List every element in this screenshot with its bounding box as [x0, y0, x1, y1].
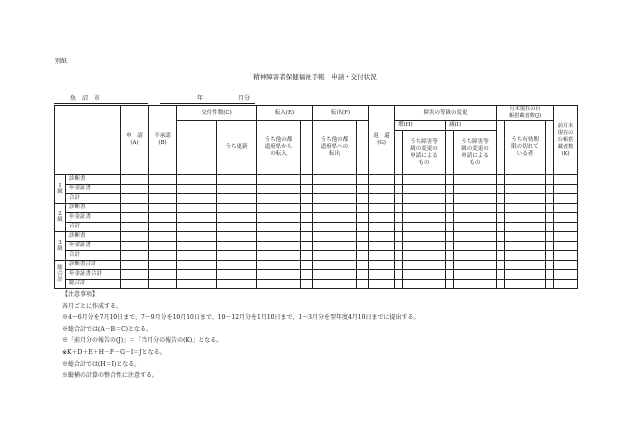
- data-cell[interactable]: [217, 270, 257, 280]
- transfer-in-spacer: [301, 121, 313, 175]
- data-cell[interactable]: [149, 279, 177, 289]
- data-cell[interactable]: [217, 175, 257, 185]
- data-cell[interactable]: [546, 232, 554, 242]
- data-cell[interactable]: [395, 194, 403, 204]
- data-cell[interactable]: [395, 232, 403, 242]
- row-item-label: 合計: [66, 251, 121, 261]
- data-cell[interactable]: [403, 184, 446, 194]
- transfer-out-spacer: [357, 121, 369, 175]
- grade-label: 1 級: [55, 175, 66, 204]
- col-transfer-in: 転入(E): [257, 106, 313, 121]
- data-cell[interactable]: [369, 260, 395, 270]
- data-cell[interactable]: [313, 222, 357, 232]
- data-cell[interactable]: [546, 213, 554, 223]
- data-cell[interactable]: [554, 241, 578, 251]
- data-cell[interactable]: [357, 241, 369, 251]
- data-cell[interactable]: [357, 232, 369, 242]
- data-cell[interactable]: [217, 194, 257, 204]
- data-cell[interactable]: [217, 232, 257, 242]
- data-cell[interactable]: [454, 241, 497, 251]
- page-title: 精神障害者保健福祉手帳 申請・交付状況: [253, 73, 377, 81]
- prefecture-underline: [54, 103, 148, 104]
- data-cell[interactable]: [505, 232, 546, 242]
- data-cell[interactable]: [301, 251, 313, 261]
- holders-spacer-left: [497, 121, 505, 175]
- data-cell[interactable]: [301, 213, 313, 223]
- data-cell[interactable]: [546, 175, 554, 185]
- data-cell[interactable]: [395, 184, 403, 194]
- data-cell[interactable]: [403, 203, 446, 213]
- data-cell[interactable]: [505, 270, 546, 280]
- data-cell[interactable]: [177, 279, 217, 289]
- data-cell[interactable]: [454, 175, 497, 185]
- date-underline: [160, 103, 255, 104]
- data-cell[interactable]: [403, 194, 446, 204]
- data-cell[interactable]: [149, 175, 177, 185]
- table-row: [55, 260, 578, 270]
- data-cell[interactable]: [357, 222, 369, 232]
- data-cell[interactable]: [446, 222, 454, 232]
- data-cell[interactable]: [357, 251, 369, 261]
- data-cell[interactable]: [403, 175, 446, 185]
- data-cell[interactable]: [357, 270, 369, 280]
- data-cell[interactable]: [497, 175, 505, 185]
- data-cell[interactable]: [454, 194, 497, 204]
- status-table: [54, 105, 578, 289]
- row-item-label: 年金証書: [66, 241, 121, 251]
- data-cell[interactable]: [497, 260, 505, 270]
- row-item-label: 診断書: [66, 203, 121, 213]
- data-cell[interactable]: [554, 184, 578, 194]
- data-cell[interactable]: [505, 203, 546, 213]
- data-cell[interactable]: [149, 194, 177, 204]
- data-cell[interactable]: [505, 241, 546, 251]
- data-cell[interactable]: [505, 279, 546, 289]
- table-body: [55, 175, 578, 289]
- data-cell[interactable]: [554, 222, 578, 232]
- data-cell[interactable]: [149, 203, 177, 213]
- data-cell[interactable]: [395, 260, 403, 270]
- data-cell[interactable]: [257, 213, 301, 223]
- data-cell[interactable]: [257, 270, 301, 280]
- data-cell[interactable]: [217, 184, 257, 194]
- data-cell[interactable]: [369, 251, 395, 261]
- data-cell[interactable]: [177, 184, 217, 194]
- data-cell[interactable]: [217, 251, 257, 261]
- data-cell[interactable]: [257, 184, 301, 194]
- data-cell[interactable]: [505, 184, 546, 194]
- data-cell[interactable]: [505, 194, 546, 204]
- data-cell[interactable]: [446, 194, 454, 204]
- data-cell[interactable]: [257, 260, 301, 270]
- data-cell[interactable]: [257, 194, 301, 204]
- data-cell[interactable]: [546, 184, 554, 194]
- col-issued-renewal: うち更新: [217, 121, 257, 175]
- data-cell[interactable]: [313, 251, 357, 261]
- data-cell[interactable]: [546, 203, 554, 213]
- data-cell[interactable]: [313, 260, 357, 270]
- issued-total-cell: [177, 121, 217, 175]
- data-cell[interactable]: [554, 270, 578, 280]
- data-cell[interactable]: [497, 184, 505, 194]
- data-cell[interactable]: [546, 251, 554, 261]
- table-row: [55, 270, 578, 280]
- data-cell[interactable]: [313, 184, 357, 194]
- data-cell[interactable]: [301, 270, 313, 280]
- row-item-label: 年金証書: [66, 184, 121, 194]
- row-item-label: 診断書: [66, 232, 121, 242]
- data-cell[interactable]: [121, 279, 149, 289]
- data-cell[interactable]: [369, 270, 395, 280]
- data-cell[interactable]: [395, 175, 403, 185]
- prefecture-name: 魚 沼 市: [70, 95, 101, 102]
- data-cell[interactable]: [505, 213, 546, 223]
- data-cell[interactable]: [497, 251, 505, 261]
- note-item: 各月ごとに作成する。: [62, 302, 123, 310]
- table-row: [55, 213, 578, 223]
- data-cell[interactable]: [217, 260, 257, 270]
- table-row: [55, 241, 578, 251]
- data-cell[interactable]: [454, 270, 497, 280]
- data-cell[interactable]: [446, 279, 454, 289]
- data-cell[interactable]: [149, 260, 177, 270]
- data-cell[interactable]: [217, 241, 257, 251]
- data-cell[interactable]: [554, 251, 578, 261]
- data-cell[interactable]: [369, 184, 395, 194]
- table-row: [55, 279, 578, 289]
- data-cell[interactable]: [395, 270, 403, 280]
- data-cell[interactable]: [301, 203, 313, 213]
- increase-spacer: [395, 131, 403, 175]
- data-cell[interactable]: [121, 184, 149, 194]
- data-cell[interactable]: [217, 279, 257, 289]
- data-cell[interactable]: [554, 203, 578, 213]
- data-cell[interactable]: [505, 251, 546, 261]
- data-cell[interactable]: [177, 175, 217, 185]
- notes-heading: 【注意事項】: [62, 291, 99, 298]
- data-cell[interactable]: [121, 175, 149, 185]
- data-cell[interactable]: [357, 279, 369, 289]
- data-cell[interactable]: [357, 203, 369, 213]
- attachment-label: 別紙: [55, 58, 68, 65]
- data-cell[interactable]: [121, 222, 149, 232]
- data-cell[interactable]: [149, 222, 177, 232]
- row-item-label: 診断書: [66, 175, 121, 185]
- data-cell[interactable]: [454, 203, 497, 213]
- col-not-approved: 不承認 (B): [149, 106, 177, 175]
- data-cell[interactable]: [403, 260, 446, 270]
- data-cell[interactable]: [257, 203, 301, 213]
- data-cell[interactable]: [301, 222, 313, 232]
- data-cell[interactable]: [301, 260, 313, 270]
- data-cell[interactable]: [497, 203, 505, 213]
- data-cell[interactable]: [395, 222, 403, 232]
- note-item: ※4～6月分を7月10日まで、7～9月分を10月10日まで、10～12月分を1月10日まで、1～3月分を翌年度4月10日までに提出する。: [62, 314, 420, 322]
- holders-spacer-right: [546, 121, 554, 175]
- col-application: 申 請 (A): [121, 106, 149, 175]
- data-cell[interactable]: [546, 222, 554, 232]
- data-cell[interactable]: [369, 203, 395, 213]
- data-cell[interactable]: [546, 270, 554, 280]
- data-cell[interactable]: [395, 203, 403, 213]
- data-cell[interactable]: [369, 241, 395, 251]
- data-cell[interactable]: [177, 222, 217, 232]
- year-label: 年: [197, 95, 204, 102]
- data-cell[interactable]: [177, 251, 217, 261]
- data-cell[interactable]: [301, 194, 313, 204]
- note-item: ※総合計では(H＝I)となる。: [62, 360, 141, 368]
- data-cell[interactable]: [446, 213, 454, 223]
- data-cell[interactable]: [369, 213, 395, 223]
- data-cell[interactable]: [313, 203, 357, 213]
- note-item: ※K＋D＋E＋H－F－G－I＝Jとなる。: [62, 348, 166, 356]
- data-cell[interactable]: [454, 260, 497, 270]
- data-cell[interactable]: [497, 194, 505, 204]
- row-item-label: 年金証書合計: [66, 270, 121, 280]
- col-end-month-holders: 月末現在の台 帳搭載者数(J): [497, 106, 554, 121]
- data-cell[interactable]: [403, 270, 446, 280]
- data-cell[interactable]: [257, 175, 301, 185]
- data-cell[interactable]: [446, 270, 454, 280]
- grade-label: 2 級: [55, 203, 66, 232]
- data-cell[interactable]: [121, 241, 149, 251]
- data-cell[interactable]: [497, 279, 505, 289]
- data-cell[interactable]: [257, 279, 301, 289]
- data-cell[interactable]: [177, 194, 217, 204]
- data-cell[interactable]: [217, 222, 257, 232]
- data-cell[interactable]: [257, 251, 301, 261]
- col-transfer-out: 転出(F): [313, 106, 369, 121]
- data-cell[interactable]: [546, 194, 554, 204]
- data-cell[interactable]: [395, 213, 403, 223]
- data-cell[interactable]: [454, 222, 497, 232]
- month-label: 月分: [238, 95, 251, 102]
- data-cell[interactable]: [446, 203, 454, 213]
- table-row: [55, 184, 578, 194]
- data-cell[interactable]: [149, 232, 177, 242]
- row-item-label: 合計: [66, 222, 121, 232]
- data-cell[interactable]: [313, 279, 357, 289]
- data-cell[interactable]: [313, 232, 357, 242]
- data-cell[interactable]: [357, 213, 369, 223]
- data-cell[interactable]: [554, 213, 578, 223]
- row-item-label: 年金証書: [66, 213, 121, 223]
- table-row: [55, 203, 578, 213]
- notes-section: [62, 289, 419, 382]
- data-cell[interactable]: [546, 241, 554, 251]
- data-cell[interactable]: [403, 232, 446, 242]
- data-cell[interactable]: [177, 241, 217, 251]
- data-cell[interactable]: [177, 213, 217, 223]
- decrease-spacer: [446, 131, 454, 175]
- data-cell[interactable]: [554, 194, 578, 204]
- data-cell[interactable]: [121, 260, 149, 270]
- data-cell[interactable]: [546, 279, 554, 289]
- col-prev-month-holders: 前月末 現在の 台帳搭 載者数 (K): [554, 106, 578, 175]
- row-item-label: 総合計: [66, 279, 121, 289]
- note-item: ※「前月分の報告の(J)」＝「当月分の報告の(K)」となる。: [62, 337, 223, 345]
- data-cell[interactable]: [554, 232, 578, 242]
- table-row: [55, 222, 578, 232]
- data-cell[interactable]: [369, 194, 395, 204]
- data-cell[interactable]: [301, 279, 313, 289]
- data-cell[interactable]: [446, 184, 454, 194]
- data-cell[interactable]: [257, 232, 301, 242]
- data-cell[interactable]: [257, 241, 301, 251]
- data-cell[interactable]: [403, 241, 446, 251]
- data-cell[interactable]: [446, 175, 454, 185]
- data-cell[interactable]: [446, 260, 454, 270]
- data-cell[interactable]: [149, 213, 177, 223]
- data-cell[interactable]: [395, 279, 403, 289]
- data-cell[interactable]: [149, 241, 177, 251]
- data-cell[interactable]: [369, 232, 395, 242]
- data-cell[interactable]: [446, 232, 454, 242]
- data-cell[interactable]: [369, 175, 395, 185]
- data-cell[interactable]: [497, 270, 505, 280]
- data-cell[interactable]: [177, 203, 217, 213]
- header-blank: [55, 106, 121, 175]
- data-cell[interactable]: [313, 241, 357, 251]
- data-cell[interactable]: [357, 184, 369, 194]
- data-cell[interactable]: [554, 175, 578, 185]
- data-cell[interactable]: [403, 279, 446, 289]
- data-cell[interactable]: [149, 251, 177, 261]
- data-cell[interactable]: [454, 184, 497, 194]
- row-item-label: 合計: [66, 194, 121, 204]
- data-cell[interactable]: [369, 222, 395, 232]
- col-grade-change: 障害の等級の変更: [395, 106, 497, 121]
- data-cell[interactable]: [403, 222, 446, 232]
- data-cell[interactable]: [121, 213, 149, 223]
- col-decrease-by-application: うち障害等 級の変更の 申請による もの: [454, 131, 497, 175]
- col-issued-group: 交付件数(C): [177, 106, 257, 121]
- data-cell[interactable]: [446, 251, 454, 261]
- data-cell[interactable]: [217, 213, 257, 223]
- data-cell[interactable]: [121, 203, 149, 213]
- data-cell[interactable]: [257, 222, 301, 232]
- data-cell[interactable]: [554, 260, 578, 270]
- col-transfer-out-other: うち他の都 道府県への 転出: [313, 121, 357, 175]
- data-cell[interactable]: [497, 222, 505, 232]
- table-row: [55, 251, 578, 261]
- data-cell[interactable]: [454, 232, 497, 242]
- col-transfer-in-other: うち他の都 道府県から の転入: [257, 121, 301, 175]
- table-row: [55, 175, 578, 185]
- data-cell[interactable]: [546, 260, 554, 270]
- data-cell[interactable]: [177, 232, 217, 242]
- data-cell[interactable]: [454, 251, 497, 261]
- data-cell[interactable]: [121, 251, 149, 261]
- table-row: [55, 194, 578, 204]
- grade-label: 3 級: [55, 232, 66, 261]
- grade-label: 総 合 計: [55, 260, 66, 289]
- data-cell[interactable]: [301, 175, 313, 185]
- data-cell[interactable]: [177, 270, 217, 280]
- data-cell[interactable]: [177, 260, 217, 270]
- data-cell[interactable]: [149, 270, 177, 280]
- data-cell[interactable]: [505, 260, 546, 270]
- data-cell[interactable]: [149, 184, 177, 194]
- col-returned: 返 還 (G): [369, 106, 395, 175]
- note-item: ※縦横の計算の整合性に注意する。: [62, 372, 159, 380]
- data-cell[interactable]: [301, 232, 313, 242]
- data-cell[interactable]: [301, 241, 313, 251]
- data-cell[interactable]: [505, 222, 546, 232]
- data-cell[interactable]: [121, 194, 149, 204]
- data-cell[interactable]: [121, 232, 149, 242]
- col-increase-by-application: うち障害等 級の変更の 申請による もの: [403, 131, 446, 175]
- data-cell[interactable]: [357, 260, 369, 270]
- data-cell[interactable]: [554, 279, 578, 289]
- data-cell[interactable]: [403, 213, 446, 223]
- data-cell[interactable]: [121, 270, 149, 280]
- data-cell[interactable]: [217, 203, 257, 213]
- data-cell[interactable]: [395, 251, 403, 261]
- data-cell[interactable]: [454, 279, 497, 289]
- data-cell[interactable]: [369, 279, 395, 289]
- data-cell[interactable]: [301, 184, 313, 194]
- table-row: [55, 232, 578, 242]
- note-item: ※総合計では(A－B＝C)となる。: [62, 325, 153, 333]
- data-cell[interactable]: [497, 213, 505, 223]
- row-item-label: 診断書合計: [66, 260, 121, 270]
- data-cell[interactable]: [497, 241, 505, 251]
- col-holders-expired: うち有効期 限の切れて いる者: [505, 121, 546, 175]
- data-cell[interactable]: [395, 241, 403, 251]
- data-cell[interactable]: [357, 194, 369, 204]
- data-cell[interactable]: [403, 251, 446, 261]
- data-cell[interactable]: [505, 175, 546, 185]
- col-decrease: 減(I): [446, 121, 497, 131]
- data-cell[interactable]: [497, 232, 505, 242]
- data-cell[interactable]: [454, 213, 497, 223]
- data-cell[interactable]: [313, 175, 357, 185]
- col-increase: 増(H): [395, 121, 446, 131]
- data-cell[interactable]: [357, 175, 369, 185]
- data-cell[interactable]: [446, 241, 454, 251]
- data-cell[interactable]: [313, 213, 357, 223]
- data-cell[interactable]: [313, 194, 357, 204]
- data-cell[interactable]: [313, 270, 357, 280]
